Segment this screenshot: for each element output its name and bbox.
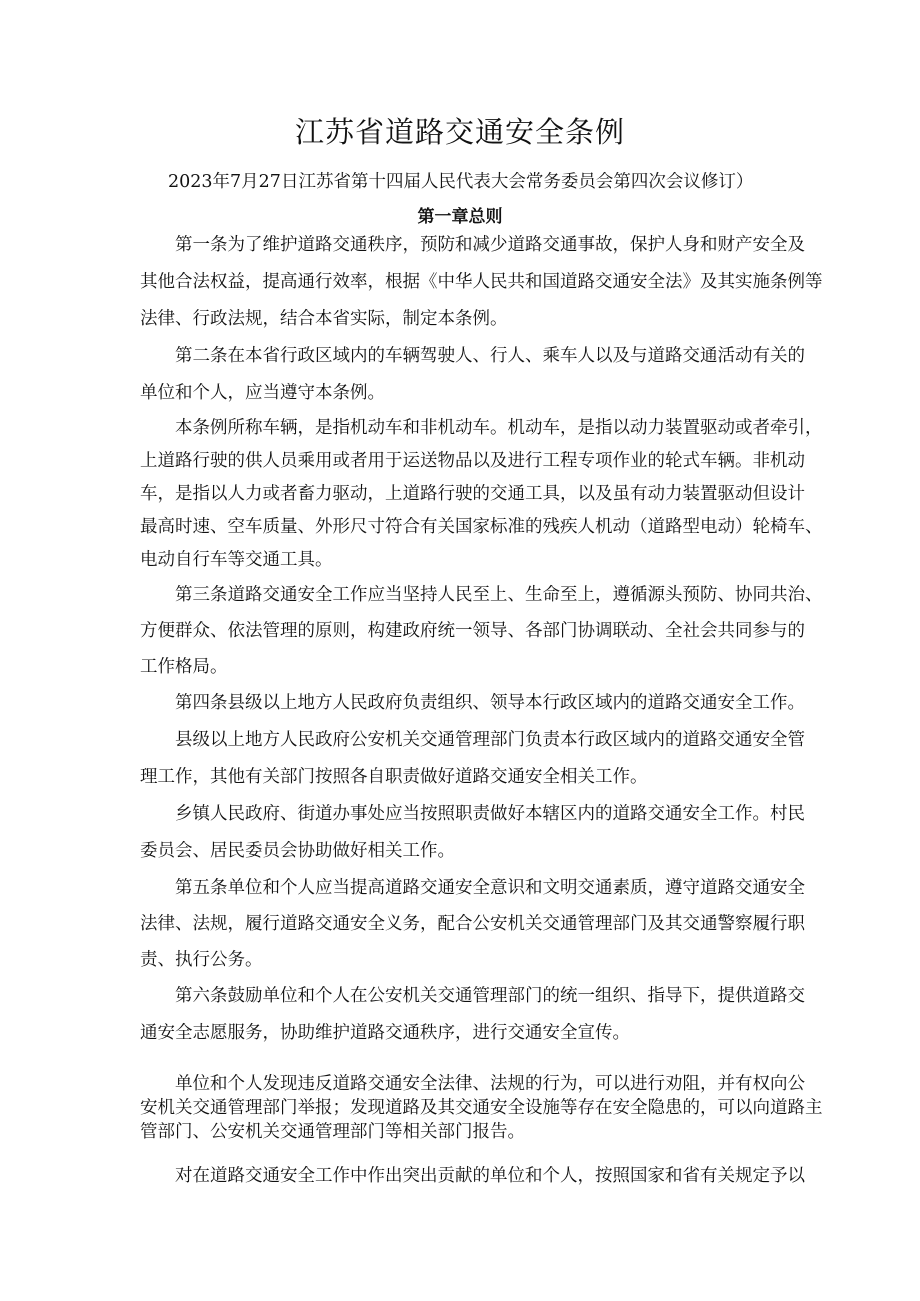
paragraph-line: 法律、行政法规，结合本省实际，制定本条例。 [140,309,508,329]
paragraph-line: 委员会、居民委员会协助做好相关工作。 [140,841,455,861]
paragraph-line: 其他合法权益，提高通行效率，根据《中华人民共和国道路交通安全法》及其实施条例等 [140,272,823,292]
paragraph-line: 工作格局。 [140,657,228,677]
paragraph [140,577,823,685]
paragraph-line: 上道路行驶的供人员乘用或者用于运送物品以及进行工程专项作业的轮式车辆。非机动 [140,451,805,471]
document-body [140,227,823,1195]
paragraph-line: 方便群众、依法管理的原则，构建政府统一领导、各部门协调联动、全社会共同参与的 [140,621,805,641]
paragraph-line: 最高时速、空车质量、外形尺寸符合有关国家标准的残疾人机动（道路型电动）轮椅车、 [140,517,823,537]
paragraph-line: 管部门、公安机关交通管理部门等相关部门报告。 [140,1122,525,1142]
paragraph-line: 本条例所称车辆，是指机动车和非机动车。机动车，是指以动力装置驱动或者牵引， [175,418,823,438]
paragraph-line: 安机关交通管理部门举报；发现道路及其交通安全设施等存在安全隐患的，可以向道路主 [140,1098,823,1118]
paragraph-line: 第六条鼓励单位和个人在公安机关交通管理部门的统一组织、指导下，提供道路交 [175,986,805,1006]
document-title: 江苏省道路交通安全条例 [294,115,625,149]
paragraph-line: 第一条为了维护道路交通秩序，预防和减少道路交通事故，保护人身和财产安全及 [175,235,805,255]
paragraph-line: 对在道路交通安全工作中作出突出贡献的单位和个人，按照国家和省有关规定予以 [175,1166,805,1186]
paragraph [140,796,805,870]
paragraph [140,338,805,412]
paragraph-line: 县级以上地方人民政府公安机关交通管理部门负责本行政区域内的道路交通安全管 [175,730,805,750]
paragraph-line: 通安全志愿服务，协助维护道路交通秩序，进行交通安全宣传。 [140,1023,630,1043]
paragraph-line: 第二条在本省行政区域内的车辆驾驶人、行人、乘车人以及与道路交通活动有关的 [175,346,805,366]
document-subtitle: 2023年7月27日江苏省第十四届人民代表大会常务委员会第四次会议修订） [168,172,754,192]
paragraph-line: 第五条单位和个人应当提高道路交通安全意识和文明交通素质，遵守道路交通安全 [175,878,805,898]
paragraph [140,412,823,577]
chapter-heading: 第一章总则 [417,207,503,227]
paragraph-line: 责、执行公务。 [140,950,263,970]
paragraph-line: 乡镇人民政府、街道办事处应当按照职责做好本辖区内的道路交通安全工作。村民 [175,804,805,824]
paragraph-line: 单位和个人发现违反道路交通安全法律、法规的行为，可以进行劝阻，并有权向公 [175,1074,805,1094]
paragraph [140,227,823,338]
paragraph [140,978,805,1052]
paragraph [140,1158,805,1195]
paragraph-line: 电动自行车等交通工具。 [140,550,333,570]
paragraph-line: 单位和个人，应当遵守本条例。 [140,383,385,403]
paragraph [140,1072,823,1144]
paragraph [140,870,805,978]
paragraph-line: 第四条县级以上地方人民政府负责组织、领导本行政区域内的道路交通安全工作。 [175,693,805,713]
paragraph [140,722,805,796]
paragraph-line: 理工作，其他有关部门按照各自职责做好道路交通安全相关工作。 [140,767,648,787]
paragraph-line: 第三条道路交通安全工作应当坚持人民至上、生命至上，遵循源头预防、协同共治、 [175,585,823,605]
paragraph-line: 车，是指以人力或者畜力驱动，上道路行驶的交通工具，以及虽有动力装置驱动但设计 [140,484,805,504]
paragraph-line: 法律、法规，履行道路交通安全义务，配合公安机关交通管理部门及其交通警察履行职 [140,914,805,934]
paragraph [140,685,805,722]
